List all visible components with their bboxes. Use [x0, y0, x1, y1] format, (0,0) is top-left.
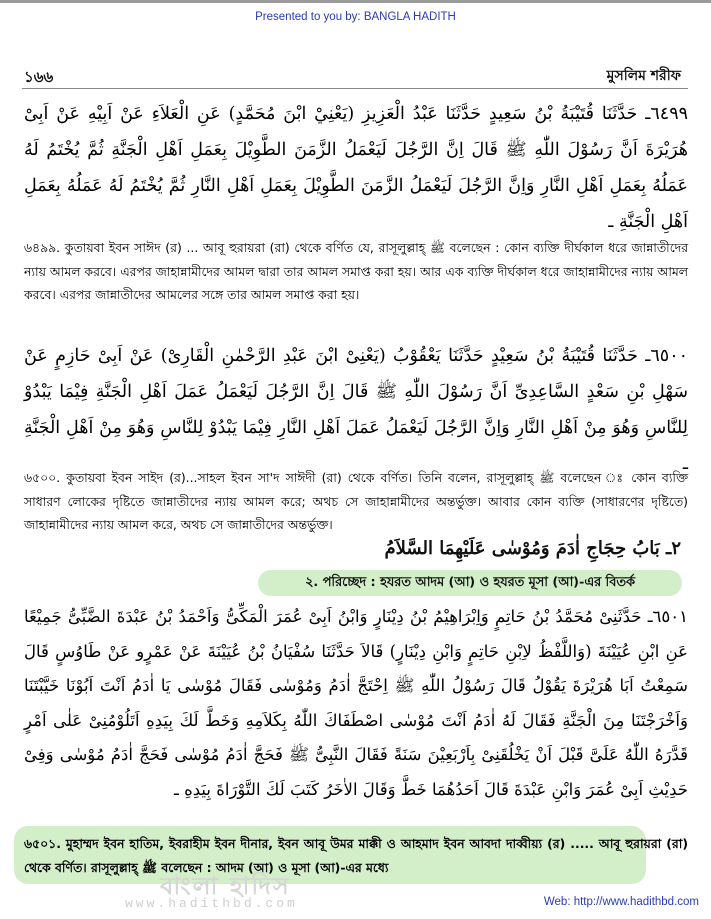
hadith-6499-bengali: [24, 236, 688, 307]
bengali-text: ৬৪৯৯. কুতায়বা ইবন সাঈদ (র) ... আবূ হুরায়রা (রা) থেকে বর্ণিত যে, রাসূলুল্লাহ্ ﷺ বলেছেন : কোন ব্যক্তি দীর্ঘকাল ধরে জান্নাতীদের ন্যায় আমল করবে। এরপর জাহান্নামীদের আমল দ্বারা তার আমল সমাপ্ত করা হয়। আর এক ব্যক্তি দীর্ঘকাল ধরে জাহান্নামীদের ন্যায় আমল করবে। এরপর জান্নাতীদের আমলের সঙ্গে তার আমল সমাপ্ত করা হয়।: [24, 240, 689, 302]
hadith-6499-arabic: [24, 96, 688, 240]
top-banner: [0, 0, 711, 34]
footer-web-link[interactable]: Web: http://www.hadithbd.com: [543, 896, 699, 908]
book-name: মুসলিম শরীফ: [606, 68, 681, 84]
hadith-6501-arabic: [24, 600, 688, 807]
chapter-title-arabic: ٢ـ بَابُ حِجَاجِ اٰدَمَ وَمُوْسٰى عَلَيْهِمَا السَّلاَمُ: [384, 538, 681, 559]
watermark-logo: বাংলা হাদিস: [160, 872, 291, 900]
page-number: ১৬৬: [24, 68, 54, 86]
bengali-text: ৬৫০০. কুতায়বা ইবন সাইদ (র)...সাহল ইবন সা'দ সাঈদী (রা) থেকে বর্ণিত। তিনি বলেন, রাসূলুল্লাহ্ ﷺ বলেছেন ঃ কোন ব্যক্তি সাধারণ লোকের দৃষ্টিতে জান্নাতীদের ন্যায় আমল করে; অথচ সে জাহান্নামীদের অন্তর্ভুক্ত। আবার কোন ব্যক্তি (সাধারণের দৃষ্টিতে) জাহান্নামীদের ন্যায় আমল করে, অথচ সে জান্নাতীদের অন্তর্ভুক্ত।: [24, 470, 689, 532]
bengali-text: ৬৫০১. মুহাম্মদ ইবন হাতিম, ইবরাহীম ইবন দীনার, ইবন আবূ উমর মাক্কী ও আহমাদ ইবন আবদা দাব্বীয়্য (র) ..... আবূ হুরায়রা (রা) থেকে বর্ণিত। রাসূলুল্লাহ্ ﷺ বলেছেন : আদম (আ) ও মূসা (আ)-এর মধ্যে: [24, 836, 688, 875]
chapter-title-bengali: ২. পরিচ্ছেদ : হযরত আদম (আ) ও হযরত মূসা (আ)-এর বিতর্ক: [258, 570, 682, 596]
hadith-6501-bengali: [24, 832, 688, 879]
arabic-text: ٦٥٠٠ـ حَدَّثَنَا قُتَيْبَةُ بْنُ سَعِيْدٍ حَدَّثَنَا يَعْقُوْبُ (يَعْنِىْ ابْنَ عَبْدِ الرَّحْمٰنِ الْقَارِىْ) عَنْ اَبِىْ حَازِمٍ عَنْ سَهْلِ بْنِ سَعْدٍ السَّاعِدِىِّ اَنَّ رَسُوْلَ اللّٰهِ ﷺ قَالَ اِنَّ الرَّجُلَ لَيَعْمَلُ عَمَلَ اَهْلِ الْجَنَّةِ فِيْمَا يَبْدُوْ لِلنَّاسِ وَهُوَ مِنْ اَهْلِ النَّارِ وَاِنَّ الرَّجُلَ لَيَعْمَلُ عَمَلَ اَهْلِ النَّارِ فِيْمَا يَبْدُوْ لِلنَّاسِ وَهُوَ مِنْ اَهْلِ الْجَنَّةِ ـ: [24, 346, 688, 474]
arabic-text: ٦٥٠١ـ حَدَّثَنِىْ مُحَمَّدُ بْنُ حَاتِمٍ وَاِبْرَاهِيْمُ بْنُ دِيْنَارٍ وَابْنُ اَبِىْ عُمَرَ الْمَكِّىُّ وَاَحْمَدُ بْنُ عَبْدَةَ الضَّبِّىُّ جَمِيْعًا عَنِ ابْنِ عُيَيْنَةَ (وَاللَّفْظُ لاِبْنِ حَاتِمٍ وَابْنِ دِيْنَارٍ) قَالاَ حَدَّثَنَا سُفْيَانُ بْنُ عُيَيْنَةَ عَنْ عَمْرٍو عَنْ طَاوُسٍ قَالَ سَمِعْتُ اَبَا هُرَيْرَةَ يَقُوْلُ قَالَ رَسُوْلُ اللّٰهِ ﷺ اِحْتَجَّ اٰدَمُ وَمُوْسٰى فَقَالَ مُوْسٰى يَا اٰدَمُ اَنْتَ اَبُوْنَا خَيَّبْتَنَا وَاَخْرَجْتَنَا مِنَ الْجَنَّةِ فَقَالَ لَهُ اٰدَمُ اَنْتَ مُوْسٰى اصْطَفَاكَ اللّٰهُ بِكَلاَمِهِ وَخَطَّ لَكَ بِيَدِهِ اَتَلُوْمُنِىْ عَلٰى اَمْرٍ قَدَّرَهُ اللّٰهُ عَلَىَّ قَبْلَ اَنْ يَخْلُقَنِىْ بِاَرْبَعِيْنَ سَنَةً فَقَالَ النَّبِىُّ ﷺ فَحَجَّ اٰدَمُ مُوْسٰى فَحَجَّ اٰدَمُ مُوْسٰى وَفِىْ حَدِيْثِ اَبِىْ عُمَرَ وَابْنِ عَبْدَةَ قَالَ اَحَدُهُمَا خَطَّ وَقَالَ الاٰخَرُ كَتَبَ لَكَ التَّوْرَاةَ بِيَدِهِ ـ: [24, 607, 688, 799]
hadith-6500-bengali: [24, 466, 688, 537]
header-divider: [22, 88, 688, 89]
arabic-text: ٦٤٩٩ـ حَدَّثَنَا قُتَيْبَةُ بْنُ سَعِيدٍ حَدَّثَنَا عَبْدُ الْعَزِيزِ (يَعْنِيْ ابْنَ مُحَمَّدٍ) عَنِ الْعَلاَءِ عَنْ اَبِيْهِ عَنْ اَبِىْ هُرَيْرَةَ اَنَّ رَسُوْلَ اللّٰهِ ﷺ قَالَ اِنَّ الرَّجُلَ لَيَعْمَلُ الزَّمَنَ الطَّوِيْلَ بِعَمَلِ اَهْلِ الْجَنَّةِ ثُمَّ يُخْتَمُ لَهُ عَمَلُهُ بِعَمَلِ اَهْلِ النَّارِ وَاِنَّ الرَّجُلَ لَيَعْمَلُ الزَّمَنَ الطَّوِيْلَ بِعَمَلِ اَهْلِ النَّارِ ثُمَّ يُخْتَمُ لَهُ عَمَلُهُ بِعَمَلِ اَهْلِ الْجَنَّةِ ـ: [24, 104, 688, 232]
hadith-6500-arabic: [24, 338, 688, 482]
watermark-url: www.hadithbd.com: [125, 896, 298, 911]
presented-by-text: Presented to you by: BANGLA HADITH: [255, 11, 456, 23]
